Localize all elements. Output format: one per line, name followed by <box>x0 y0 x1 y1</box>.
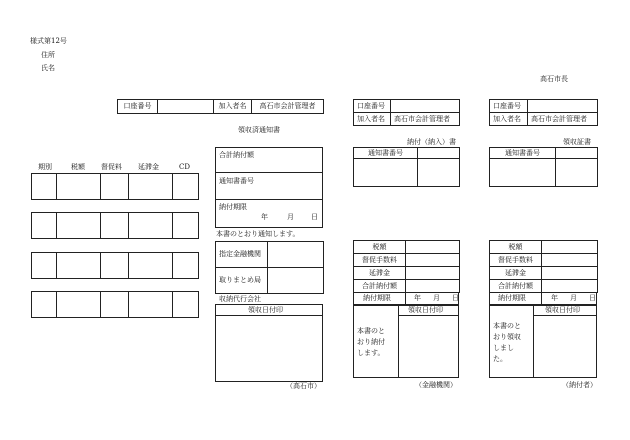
receipt-notice-title: 領収済通知書 <box>238 126 280 134</box>
receipt-tax-label: 税額 <box>490 241 542 254</box>
slip-footer: （金融機関） <box>415 381 457 389</box>
year-label: 年 <box>261 213 268 221</box>
slip-stamp-label: 領収日付印 <box>408 306 443 314</box>
receipt-deadline-label: 納付期限 <box>498 294 526 302</box>
receipt-account-table <box>489 99 598 126</box>
slip-day: 日 <box>452 294 459 302</box>
receipt-notice-box <box>215 147 323 228</box>
subscriber-value: 高石市会計管理者 <box>252 100 324 114</box>
grid-header-late-fee: 延滞金 <box>138 163 159 171</box>
receipt-footer: （納付者） <box>562 381 597 389</box>
receipt-dunning-label: 督促手数料 <box>490 254 542 267</box>
tax-grid-row <box>31 173 199 200</box>
deadline-label: 納付期限 <box>219 203 247 211</box>
collector-value[interactable] <box>268 268 324 294</box>
receipt-note-line: おり領収 <box>493 333 521 341</box>
receipt-notice-label: 通知書番号 <box>490 148 556 159</box>
slip-tax-label: 税額 <box>354 241 406 254</box>
agent-label: 収納代行会社 <box>219 295 261 303</box>
slip-dunning-label: 督促手数料 <box>354 254 406 267</box>
total-payment-label: 合計納付額 <box>219 151 254 159</box>
name-label: 氏名 <box>41 64 55 72</box>
receipt-note-line: しまし <box>493 344 514 352</box>
slip-note-line: します。 <box>357 349 385 357</box>
slip-notice-label: 通知書番号 <box>354 148 418 159</box>
center-stamp-label: 領収日付印 <box>248 306 283 314</box>
slip-month: 月 <box>433 294 440 302</box>
slip-late-fee-label: 延滞金 <box>354 267 406 280</box>
receipt-note-line: 本書のと <box>493 322 521 330</box>
designated-bank-value[interactable] <box>268 242 324 268</box>
receipt-account-value[interactable] <box>528 100 598 113</box>
subscriber-label: 加入者名 <box>214 100 252 114</box>
receipt-stamp-label: 領収日付印 <box>545 306 580 314</box>
day-label: 日 <box>311 213 318 221</box>
receipt-total-label: 合計納付額 <box>490 280 542 293</box>
slip-notice-table <box>353 147 460 187</box>
slip-deadline-label: 納付期限 <box>363 294 391 302</box>
receipt-subscriber-label: 加入者名 <box>490 113 528 126</box>
slip-title: 納付（納入）書 <box>407 138 456 146</box>
receipt-month: 月 <box>570 294 577 302</box>
designated-bank-label: 指定金融機関 <box>216 242 268 268</box>
receipt-notice-table <box>489 147 598 187</box>
collector-label: 取りまとめ局 <box>216 268 268 294</box>
receipt-day: 日 <box>589 294 596 302</box>
center-footer: （高石市） <box>286 382 321 390</box>
tax-grid-row <box>31 291 199 318</box>
tax-grid-row <box>31 252 199 279</box>
receipt-late-fee-label: 延滞金 <box>490 267 542 280</box>
slip-year: 年 <box>414 294 421 302</box>
slip-amount-table <box>353 240 460 293</box>
grid-header-period: 期別 <box>38 163 52 171</box>
mayor-label: 高石市長 <box>540 75 568 83</box>
slip-total-label: 合計納付額 <box>354 280 406 293</box>
receipt-account-label: 口座番号 <box>490 100 528 113</box>
notice-number-label: 通知書番号 <box>219 177 254 185</box>
grid-header-tax: 税額 <box>71 163 85 171</box>
receipt-title: 領収証書 <box>563 138 591 146</box>
address-label: 住所 <box>41 51 55 59</box>
account-number-value[interactable] <box>158 100 214 114</box>
account-number-label: 口座番号 <box>118 100 158 114</box>
receipt-note-line: た。 <box>493 355 507 363</box>
grid-header-dunning: 督促料 <box>101 163 122 171</box>
slip-subscriber-label: 加入者名 <box>354 113 391 126</box>
receipt-amount-table <box>489 240 598 293</box>
slip-note-line: 本書のと <box>357 327 385 335</box>
notice-text: 本書のとおり通知します。 <box>216 230 300 238</box>
receipt-year: 年 <box>551 294 558 302</box>
slip-account-table <box>353 99 460 126</box>
bank-table <box>215 241 324 294</box>
account-bar <box>117 99 324 114</box>
slip-account-label: 口座番号 <box>354 100 391 113</box>
slip-account-value[interactable] <box>391 100 460 113</box>
grid-header-cd: CD <box>179 163 190 171</box>
slip-subscriber-value: 高石市会計管理者 <box>391 113 460 126</box>
receipt-subscriber-value: 高石市会計管理者 <box>528 113 598 126</box>
tax-grid-row <box>31 212 199 239</box>
slip-note-line: おり納付 <box>357 338 385 346</box>
form-number: 様式第12号 <box>30 37 67 45</box>
month-label: 月 <box>287 213 294 221</box>
